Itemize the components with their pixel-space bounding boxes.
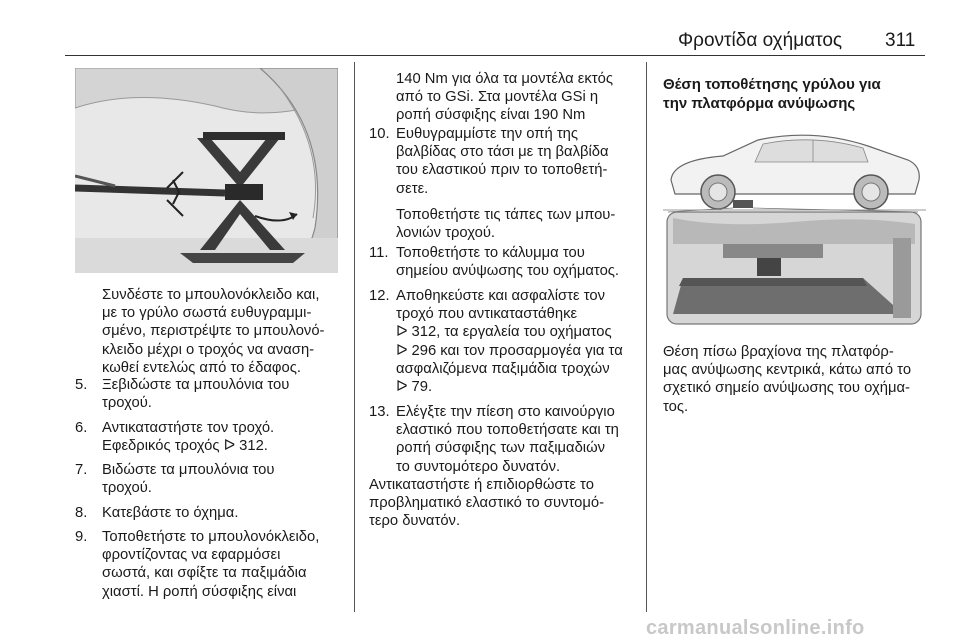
text-line: ροπή σύσφιξης είναι 190 Nm: [396, 107, 586, 124]
heading-line: την πλατφόρμα ανύψωσης: [663, 95, 856, 112]
text-line: Τοποθετήστε τις τάπες των μπου-: [396, 206, 616, 223]
step-number: 10.: [369, 126, 390, 142]
text-line: σχετικό σημείο ανύψωσης του οχήμα-: [663, 380, 910, 397]
text-line: Τοποθετήστε το κάλυμμα του: [396, 245, 585, 261]
text-line: σμένο, περιστρέψτε το μπουλονό-: [102, 323, 325, 340]
page-number: 311: [885, 30, 916, 51]
text-line: μας ανύψωσης κεντρικά, κάτω από το: [663, 362, 912, 379]
step-number: 7.: [75, 462, 88, 478]
text-line: Ελέγξτε την πίεση στο καινούργιο: [396, 404, 615, 420]
header-divider: [65, 55, 925, 56]
text-line[interactable]: ᐅ 312, τα εργαλεία του οχήματος: [396, 324, 612, 341]
text-line[interactable]: ᐅ 296 και τον προσαρμογέα για τα: [396, 342, 623, 359]
text-line: Ευθυγραμμίστε την οπή της: [396, 126, 579, 142]
text-line: φροντίζοντας να εφαρμόσει: [102, 547, 281, 564]
text-line[interactable]: Εφεδρικός τροχός ᐅ 312.: [102, 438, 268, 455]
text-line: κλειδο μέχρι ο τροχός να αναση-: [102, 341, 315, 358]
text-line: Κατεβάστε το όχημα.: [102, 505, 239, 521]
step-number: 8.: [75, 505, 88, 521]
text-line: Ξεβιδώστε τα μπουλόνια του: [102, 377, 290, 393]
jack-illustration: [75, 68, 338, 273]
text-line: σωστά, και σφίξτε τα παξιμάδια: [102, 565, 307, 582]
text-line: βαλβίδας στο τάσι με τη βαλβίδα: [396, 144, 609, 161]
step-number: 5.: [75, 377, 88, 393]
text-line[interactable]: ᐅ 79.: [396, 379, 433, 396]
step-number: 13.: [369, 404, 390, 420]
text-line: Τοποθετήστε το μπουλονόκλειδο,: [102, 529, 320, 545]
step-number: 12.: [369, 288, 390, 304]
text-line: σετε.: [396, 180, 429, 197]
page-header-title: Φροντίδα οχήματος: [678, 30, 843, 51]
text-line: Θέση πίσω βραχίονα της πλατφόρ-: [663, 344, 894, 360]
lift-platform-illustration: [663, 118, 926, 328]
figure-caption: [663, 343, 931, 416]
text-line: σημείου ανύψωσης του οχήματος.: [396, 263, 620, 280]
text-line: Αποθηκεύστε και ασφαλίστε τον: [396, 288, 605, 304]
text-line: κωθεί εντελώς από το έδαφος.: [102, 359, 301, 376]
text-line: χιαστί. Η ροπή σύσφιξης είναι: [102, 583, 297, 600]
text-line: τερο δυνατόν.: [369, 513, 461, 530]
text-line: από το GSi. Στα μοντέλα GSi η: [396, 89, 599, 106]
text-line: Βιδώστε τα μπουλόνια του: [102, 462, 275, 478]
step-number: 6.: [75, 420, 88, 436]
torque-continuation: [396, 70, 641, 125]
text-line: του ελαστικού πριν το τοποθετή-: [396, 162, 608, 179]
jack-raise-instruction: [102, 286, 352, 377]
text-line: 140 Nm για όλα τα μοντέλα εκτός: [396, 71, 613, 87]
text-line: με το γρύλο σωστά ευθυγραμμι-: [102, 305, 312, 322]
text-line: ροπή σύσφιξης των παξιμαδιών: [396, 440, 606, 457]
text-line: Αντικαταστήστε ή επιδιορθώστε το: [369, 477, 594, 493]
text-line: ασφαλιζόμενα παξιμάδια τροχών: [396, 360, 610, 377]
text-line: Συνδέστε το μπουλονόκλειδο και,: [102, 287, 320, 303]
text-line: τος.: [663, 398, 689, 415]
closing-paragraph: [369, 476, 644, 531]
spacer: [396, 198, 666, 206]
watermark: carmanualsonline.info: [646, 617, 865, 639]
step-number: 11.: [369, 245, 389, 261]
text-line: το συντομότερο δυνατόν.: [396, 458, 561, 475]
text-line: τροχό που αντικαταστάθηκε: [396, 306, 578, 323]
text-line: τροχού.: [102, 480, 152, 497]
section-heading: [663, 75, 928, 113]
heading-line: Θέση τοποθέτησης γρύλου για: [663, 76, 881, 93]
text-line: λονιών τροχού.: [396, 225, 496, 242]
text-line: Αντικαταστήστε τον τροχό.: [102, 420, 275, 436]
text-line: προβληματικό ελαστικό το συντομό-: [369, 495, 605, 512]
text-line: ελαστικό που τοποθετήσατε και τη: [396, 422, 619, 439]
step-number: 9.: [75, 529, 88, 545]
text-line: τροχού.: [102, 395, 152, 412]
